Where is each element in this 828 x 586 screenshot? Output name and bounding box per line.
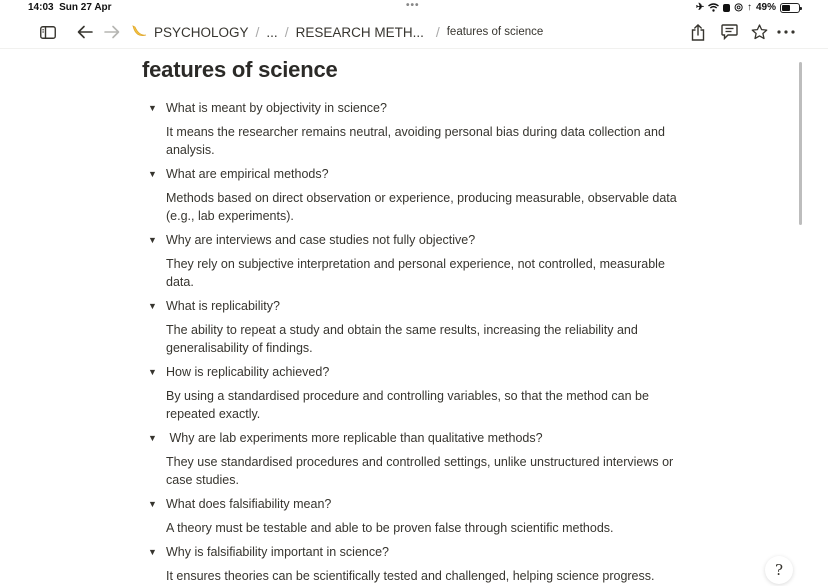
favorite-star-icon[interactable] [749, 22, 769, 42]
toggle-question[interactable]: What is meant by objectivity in science? [166, 101, 387, 115]
breadcrumb-research-methods[interactable]: RESEARCH METH... [295, 24, 424, 40]
toggle-triangle-icon[interactable]: ▼ [148, 169, 157, 179]
comments-icon[interactable] [719, 22, 739, 42]
orientation-lock-icon: ◎ [734, 2, 743, 13]
battery-icon [780, 3, 800, 13]
toggle-answer[interactable]: A theory must be testable and able to be proven false through scientific methods. [166, 521, 614, 535]
crescent-moon-emoji-icon [130, 23, 148, 41]
share-icon[interactable] [688, 22, 708, 42]
airplane-icon: ✈ [695, 2, 705, 13]
multitasking-dots[interactable]: ••• [406, 0, 420, 11]
toggle-question[interactable]: Why are lab experiments more replicable than qualitative methods? [166, 431, 543, 445]
status-bar [0, 0, 828, 16]
toggle-answer[interactable]: It ensures theories can be scientifically tested and challenged, helping science progress. [166, 569, 655, 583]
vertical-scrollbar[interactable] [799, 62, 802, 225]
sidebar-toggle-icon[interactable] [38, 22, 58, 42]
alarm-icon [723, 4, 730, 12]
toggle-block [142, 163, 682, 227]
breadcrumb-separator: / [435, 24, 440, 40]
toggle-block [142, 493, 682, 539]
toggle-question[interactable]: How is replicability achieved? [166, 365, 330, 379]
page-content [142, 55, 682, 586]
breadcrumb-ellipsis[interactable]: ... [266, 24, 278, 40]
toggle-triangle-icon[interactable]: ▼ [148, 499, 157, 509]
toggle-triangle-icon[interactable]: ▼ [148, 301, 157, 311]
toggle-answer[interactable]: It means the researcher remains neutral, avoiding personal bias during data collection and analysis. [166, 125, 665, 157]
toggle-question[interactable]: Why are interviews and case studies not fully objective? [166, 233, 476, 247]
breadcrumb-psychology[interactable]: PSYCHOLOGY [154, 24, 249, 40]
toggle-question[interactable]: What is replicability? [166, 299, 280, 313]
toggle-triangle-icon[interactable]: ▼ [148, 433, 157, 443]
status-time: 14:03 Sun 27 Apr [28, 2, 112, 13]
more-icon[interactable] [776, 22, 796, 42]
breadcrumb-separator: / [255, 24, 260, 40]
toggle-block [142, 295, 682, 359]
page-title[interactable]: features of science [142, 57, 338, 82]
status-icons [696, 2, 800, 13]
charging-icon: ↑ [746, 2, 752, 13]
toggle-answer[interactable]: By using a standardised procedure and controlling variables, so that the method can be repeated exactly. [166, 389, 649, 421]
toggle-triangle-icon[interactable]: ▼ [148, 103, 157, 113]
toggle-question[interactable]: Why is falsifiability important in science? [166, 545, 389, 559]
breadcrumb-current-page[interactable]: features of science [446, 26, 544, 38]
help-button[interactable] [765, 556, 793, 584]
toggle-answer[interactable]: They rely on subjective interpretation and personal experience, not controlled, measurable data. [166, 257, 665, 289]
toggle-block [142, 427, 682, 491]
help-icon: ? [774, 561, 784, 579]
toggle-triangle-icon[interactable]: ▼ [148, 547, 157, 557]
toggle-block [142, 97, 682, 161]
toggle-triangle-icon[interactable]: ▼ [148, 367, 157, 377]
wifi-icon [708, 3, 719, 12]
toggle-triangle-icon[interactable]: ▼ [148, 235, 157, 245]
toggle-question[interactable]: What does falsifiability mean? [166, 497, 332, 511]
toggle-question[interactable]: What are empirical methods? [166, 167, 329, 181]
back-arrow-icon[interactable] [75, 22, 95, 42]
toggle-answer[interactable]: They use standardised procedures and controlled settings, unlike unstructured interviews or case studies. [166, 455, 674, 487]
toggle-answer[interactable]: Methods based on direct observation or experience, producing measurable, observable data (e.g., lab experiments). [166, 191, 677, 223]
forward-arrow-icon[interactable] [102, 22, 122, 42]
toggle-answer[interactable]: The ability to repeat a study and obtain the same results, increasing the reliability and generalisability of findings. [166, 323, 638, 355]
breadcrumb [130, 22, 543, 42]
toggle-block [142, 361, 682, 425]
toggle-block [142, 229, 682, 293]
battery-percent: 49% [755, 2, 776, 13]
breadcrumb-separator: / [284, 24, 289, 40]
top-bar [0, 16, 828, 49]
toggle-block [142, 541, 682, 586]
